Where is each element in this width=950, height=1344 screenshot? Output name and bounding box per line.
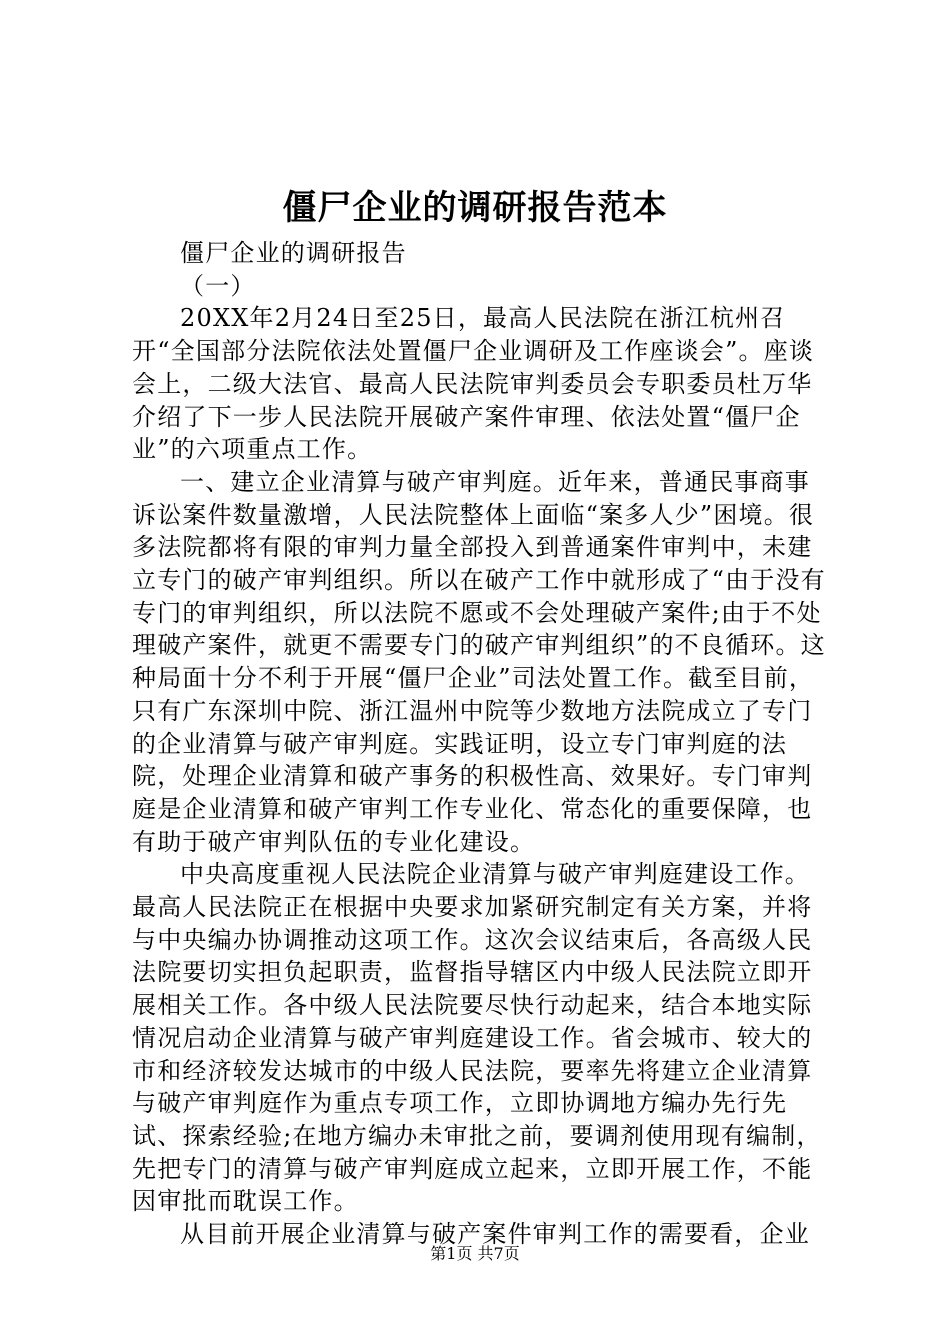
subtitle-paragraph: 僵尸企业的调研报告 — [180, 239, 407, 267]
document-title: 僵尸企业的调研报告范本 — [282, 188, 668, 228]
page-footer: 第1页 共7页 — [430, 1244, 520, 1263]
document-body — [132, 237, 832, 1251]
continuation-paragraph: 从目前开展企业清算与破产案件审判工作的需要看，企业 — [180, 1220, 810, 1249]
point-one-paragraph: 一、建立企业清算与破产审判庭。近年来，普通民事商事诉讼案件数量激增，人民法院整体上面临“案多人少”困境。很多法院都将有限的审判力量全部投入到普通案件审判中，未建立专门的破产审判组织。所以在破产工作中就形成了“由于没有专门的审判组织，所以法院不愿或不会处理破产案件;由于不处理破产案件，就更不需要专门的破产审判组织”的不良循环。这种局面十分不利于开展“僵尸企业”司法处置工作。截至目前，只有广东深圳中院、浙江温州中院等少数地方法院成立了专门的企业清算与破产审判庭。实践证明，设立专门审判庭的法院，处理企业清算和破产事务的积极性高、效果好。专门审判庭是企业清算和破产审判工作专业化、常态化的重要保障，也有助于破产审判队伍的专业化建设。 — [132, 467, 826, 856]
section-number-paragraph: （一） — [180, 271, 256, 300]
intro-paragraph: 20XX年2月24日至25日，最高人民法院在浙江杭州召开“全国部分法院依法处置僵尸企业调研及工作座谈会”。座谈会上，二级大法官、最高人民法院审判委员会专职委员杜万华介绍了下一步人民法院开展破产案件审理、依法处置“僵尸企业”的六项重点工作。 — [132, 304, 815, 464]
central-attention-paragraph: 中央高度重视人民法院企业清算与破产审判庭建设工作。最高人民法院正在根据中央要求加紧研究制定有关方案，并将与中央编办协调推动这项工作。这次会议结束后，各高级人民法院要切实担负起职责，监督指导辖区内中级人民法院立即开展相关工作。各中级人民法院要尽快行动起来，结合本地实际情况启动企业清算与破产审判庭建设工作。省会城市、较大的市和经济较发达城市的中级人民法院，要率先将建立企业清算与破产审判庭作为重点专项工作，立即协调地方编办先行先试、探索经验;在地方编办未审批之前，要调剂使用现有编制，先把专门的清算与破产审判庭成立起来，立即开展工作，不能因审批而耽误工作。 — [132, 860, 822, 1216]
